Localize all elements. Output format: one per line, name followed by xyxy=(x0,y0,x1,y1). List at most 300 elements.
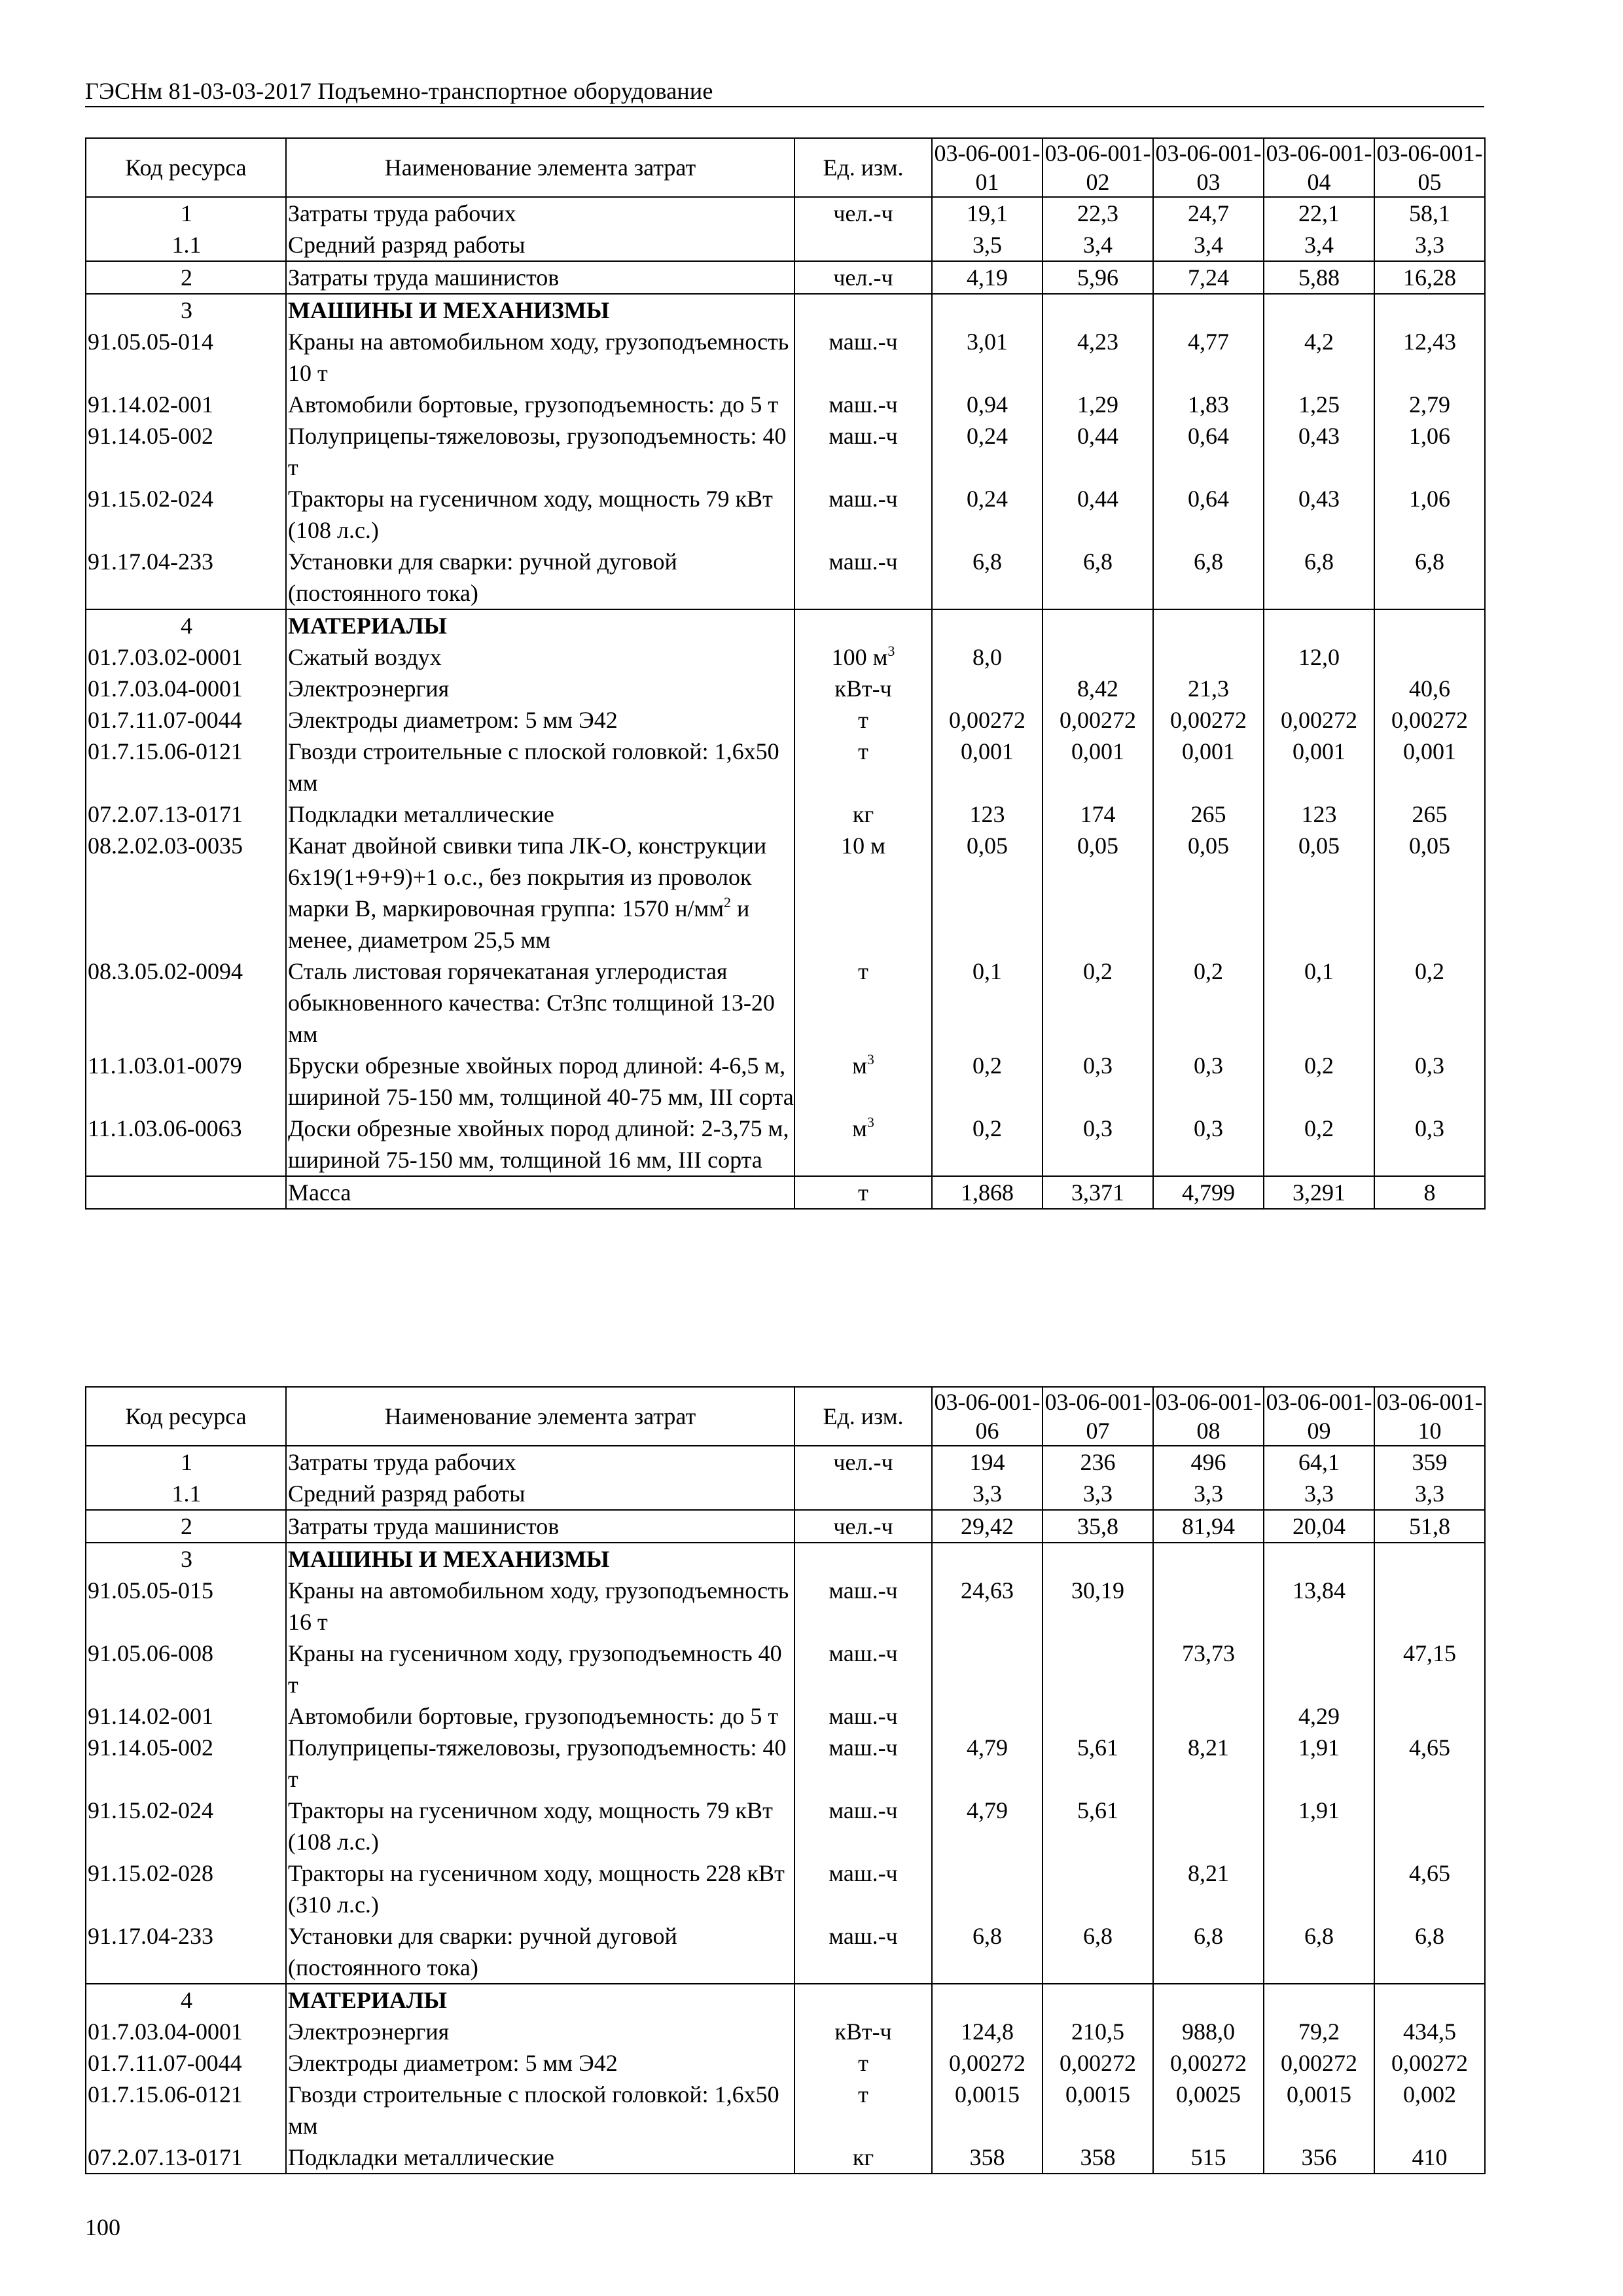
norm-value: 0,0015 xyxy=(1264,2079,1374,2142)
norm-value xyxy=(1264,1857,1374,1920)
norm-value: 6,8 xyxy=(1043,1920,1153,1984)
norm-value xyxy=(1374,294,1485,326)
norm-value: 988,0 xyxy=(1153,2016,1264,2047)
norm-value: 24,63 xyxy=(932,1575,1043,1638)
norm-value: 0,00272 xyxy=(1153,704,1264,736)
resource-code: 2 xyxy=(86,1510,286,1543)
unit-of-measure: $м^3$ xyxy=(794,1050,932,1113)
cost-element-name: Установки для сварки: ручной дуговой (постоянного тока) xyxy=(286,546,794,609)
norm-value xyxy=(1043,641,1153,673)
table-row xyxy=(86,389,1485,420)
table-row xyxy=(86,2079,1485,2142)
resource-code: 91.17.04-233 xyxy=(86,546,286,609)
norm-value: 4,77 xyxy=(1153,326,1264,389)
cost-element-name: Электроэнергия xyxy=(286,673,794,704)
norm-value: 0,00272 xyxy=(1153,2047,1264,2079)
norm-value: 0,001 xyxy=(1264,736,1374,798)
norm-value: 1,868 xyxy=(932,1176,1043,1209)
col-header-code-5: 03-06-001-10 xyxy=(1374,1387,1485,1446)
norm-value xyxy=(932,673,1043,704)
norm-value xyxy=(1043,1638,1153,1700)
table-row xyxy=(86,326,1485,389)
norm-value: 0,1 xyxy=(932,956,1043,1050)
norm-value xyxy=(1153,1575,1264,1638)
resource-code: 11.1.03.01-0079 xyxy=(86,1050,286,1113)
section-title: МАТЕРИАЛЫ xyxy=(286,1984,794,2016)
col-header-unit: Ед. изм. xyxy=(794,1387,932,1446)
norm-value: 0,3 xyxy=(1153,1050,1264,1113)
resource-code: 91.14.02-001 xyxy=(86,1700,286,1732)
unit-of-measure: 100 $м^3$ xyxy=(794,641,932,673)
cost-element-name: Затраты труда рабочих xyxy=(286,1446,794,1478)
norm-value: 21,3 xyxy=(1153,673,1264,704)
norm-value: 8,42 xyxy=(1043,673,1153,704)
norm-value: 0,00272 xyxy=(932,704,1043,736)
unit-of-measure: т xyxy=(794,736,932,798)
norm-value: 29,42 xyxy=(932,1510,1043,1543)
norm-value: 0,0015 xyxy=(1043,2079,1153,2142)
unit-of-measure: кг xyxy=(794,2142,932,2174)
cost-element-name: Затраты труда рабочих xyxy=(286,197,794,229)
norm-value: 0,2 xyxy=(1043,956,1153,1050)
table-header-row xyxy=(86,138,1485,197)
unit-of-measure: маш.-ч xyxy=(794,1732,932,1795)
norm-value xyxy=(1374,1795,1485,1857)
table-row xyxy=(86,1920,1485,1984)
resource-code: 91.05.06-008 xyxy=(86,1638,286,1700)
col-header-code-2: 03-06-001-02 xyxy=(1043,138,1153,197)
norm-value: 6,8 xyxy=(932,1920,1043,1984)
table-row xyxy=(86,261,1485,294)
norm-value: 0,00272 xyxy=(1374,2047,1485,2079)
norm-value: 0,94 xyxy=(932,389,1043,420)
norm-value: 5,88 xyxy=(1264,261,1374,294)
resource-code: 91.14.05-002 xyxy=(86,1732,286,1795)
table-row xyxy=(86,1446,1485,1478)
cost-element-name: Подкладки металлические xyxy=(286,798,794,830)
col-header-name: Наименование элемента затрат xyxy=(286,1387,794,1446)
col-header-code-4: 03-06-001-09 xyxy=(1264,1387,1374,1446)
norm-value: 1,06 xyxy=(1374,483,1485,546)
cost-element-name: Тракторы на гусеничном ходу, мощность 228 кВт (310 л.с.) xyxy=(286,1857,794,1920)
cost-element-name: Затраты труда машинистов xyxy=(286,261,794,294)
table-header-row xyxy=(86,1387,1485,1446)
norm-value: 4,2 xyxy=(1264,326,1374,389)
norm-value: 7,24 xyxy=(1153,261,1264,294)
resource-code: 01.7.03.04-0001 xyxy=(86,2016,286,2047)
norm-value: 3,3 xyxy=(932,1478,1043,1510)
resource-code: 08.3.05.02-0094 xyxy=(86,956,286,1050)
table-row xyxy=(86,1857,1485,1920)
cost-element-name: Тракторы на гусеничном ходу, мощность 79 кВт (108 л.с.) xyxy=(286,1795,794,1857)
norm-value xyxy=(1264,1984,1374,2016)
norm-value: 1,06 xyxy=(1374,420,1485,483)
table-row xyxy=(86,1510,1485,1543)
norm-value: 35,8 xyxy=(1043,1510,1153,1543)
norm-value: 265 xyxy=(1374,798,1485,830)
norm-value: 3,4 xyxy=(1153,229,1264,261)
norm-value: 51,8 xyxy=(1374,1510,1485,1543)
norm-value: 47,15 xyxy=(1374,1638,1485,1700)
cost-element-name: Сталь листовая горячекатаная углеродистая обыкновенного качества: Ст3пс толщиной 13-20 мм xyxy=(286,956,794,1050)
unit-of-measure: т xyxy=(794,2079,932,2142)
unit-of-measure: чел.-ч xyxy=(794,261,932,294)
estimate-table-1 xyxy=(85,137,1486,1210)
unit-of-measure: маш.-ч xyxy=(794,483,932,546)
norm-value xyxy=(932,1638,1043,1700)
unit-of-measure: чел.-ч xyxy=(794,1510,932,1543)
norm-value xyxy=(1043,294,1153,326)
norm-value: 0,05 xyxy=(932,830,1043,956)
resource-code: 01.7.11.07-0044 xyxy=(86,704,286,736)
cost-element-name: Тракторы на гусеничном ходу, мощность 79 кВт (108 л.с.) xyxy=(286,483,794,546)
resource-code: 01.7.03.02-0001 xyxy=(86,641,286,673)
norm-value: 24,7 xyxy=(1153,197,1264,229)
norm-value xyxy=(932,1700,1043,1732)
estimate-table-2 xyxy=(85,1386,1486,2174)
norm-value: 4,29 xyxy=(1264,1700,1374,1732)
table-row xyxy=(86,641,1485,673)
cost-element-name: Масса xyxy=(286,1176,794,1209)
norm-value: 3,3 xyxy=(1153,1478,1264,1510)
norm-value: 3,01 xyxy=(932,326,1043,389)
norm-value: 3,3 xyxy=(1043,1478,1153,1510)
resource-code xyxy=(86,1176,286,1209)
cost-element-name: Канат двойной свивки типа ЛК-О, конструкции 6х19(1+9+9)+1 о.с., без покрытия из проволок марки В, маркировочная группа: 1570 $н/мм^2$ и менее, диаметром 25,5 мм xyxy=(286,830,794,956)
norm-value: 210,5 xyxy=(1043,2016,1153,2047)
norm-value: 5,61 xyxy=(1043,1732,1153,1795)
norm-value: 0,2 xyxy=(1374,956,1485,1050)
table-row xyxy=(86,1795,1485,1857)
norm-value: 359 xyxy=(1374,1446,1485,1478)
norm-value xyxy=(1374,1575,1485,1638)
table-row xyxy=(86,673,1485,704)
page-header: ГЭСНм 81-03-03-2017 Подъемно-транспортное оборудование xyxy=(85,77,1484,107)
resource-code: 91.14.05-002 xyxy=(86,420,286,483)
page-number: 100 xyxy=(85,2214,120,2240)
norm-value: 6,8 xyxy=(1374,1920,1485,1984)
table-row xyxy=(86,197,1485,229)
norm-value xyxy=(1264,294,1374,326)
table-row xyxy=(86,546,1485,609)
norm-value: 236 xyxy=(1043,1446,1153,1478)
norm-value: 0,44 xyxy=(1043,420,1153,483)
norm-value xyxy=(932,294,1043,326)
col-header-code-5: 03-06-001-05 xyxy=(1374,138,1485,197)
col-header-code-4: 03-06-001-04 xyxy=(1264,138,1374,197)
norm-value: 5,61 xyxy=(1043,1795,1153,1857)
norm-value: 1,25 xyxy=(1264,389,1374,420)
table-row xyxy=(86,2047,1485,2079)
norm-value: 6,8 xyxy=(1264,1920,1374,1984)
resource-code: 91.05.05-015 xyxy=(86,1575,286,1638)
norm-value: 3,4 xyxy=(1043,229,1153,261)
norm-value: 0,05 xyxy=(1043,830,1153,956)
resource-code: 08.2.02.03-0035 xyxy=(86,830,286,956)
norm-value: 434,5 xyxy=(1374,2016,1485,2047)
col-header-unit: Ед. изм. xyxy=(794,138,932,197)
norm-value: 0,24 xyxy=(932,420,1043,483)
cost-element-name: Гвозди строительные с плоской головкой: 1,6х50 мм xyxy=(286,2079,794,2142)
norm-value: 6,8 xyxy=(932,546,1043,609)
unit-of-measure: маш.-ч xyxy=(794,1638,932,1700)
norm-value: 0,05 xyxy=(1264,830,1374,956)
norm-value xyxy=(1264,609,1374,641)
cost-element-name: Затраты труда машинистов xyxy=(286,1510,794,1543)
norm-value: 0,64 xyxy=(1153,483,1264,546)
norm-value: 4,65 xyxy=(1374,1732,1485,1795)
norm-value: 0,00272 xyxy=(1043,704,1153,736)
norm-value xyxy=(1043,609,1153,641)
col-header-code-2: 03-06-001-07 xyxy=(1043,1387,1153,1446)
cost-element-name: Полуприцепы-тяжеловозы, грузоподъемность: 40 т xyxy=(286,420,794,483)
norm-value xyxy=(1264,673,1374,704)
norm-value: 4,799 xyxy=(1153,1176,1264,1209)
resource-code: 3 xyxy=(86,294,286,326)
norm-value: 20,04 xyxy=(1264,1510,1374,1543)
table-row xyxy=(86,1113,1485,1176)
unit-of-measure: кВт-ч xyxy=(794,2016,932,2047)
norm-value: 79,2 xyxy=(1264,2016,1374,2047)
norm-value xyxy=(1264,1543,1374,1575)
table-row xyxy=(86,830,1485,956)
norm-value xyxy=(1153,294,1264,326)
table-row xyxy=(86,1176,1485,1209)
norm-value: 0,00272 xyxy=(1374,704,1485,736)
norm-value xyxy=(1153,1795,1264,1857)
norm-value: 3,3 xyxy=(1374,1478,1485,1510)
norm-value: 0,64 xyxy=(1153,420,1264,483)
norm-value xyxy=(932,1857,1043,1920)
norm-value: 0,3 xyxy=(1043,1050,1153,1113)
table-row xyxy=(86,704,1485,736)
unit-of-measure xyxy=(794,1543,932,1575)
unit-of-measure: маш.-ч xyxy=(794,1920,932,1984)
norm-value: 4,23 xyxy=(1043,326,1153,389)
norm-value: 123 xyxy=(932,798,1043,830)
cost-element-name: Автомобили бортовые, грузоподъемность: до 5 т xyxy=(286,389,794,420)
norm-value: 4,79 xyxy=(932,1732,1043,1795)
resource-code: 11.1.03.06-0063 xyxy=(86,1113,286,1176)
norm-value: 0,00272 xyxy=(932,2047,1043,2079)
table-row xyxy=(86,2016,1485,2047)
norm-value: 58,1 xyxy=(1374,197,1485,229)
cost-element-name: Сжатый воздух xyxy=(286,641,794,673)
col-header-code: Код ресурса xyxy=(86,138,286,197)
unit-of-measure xyxy=(794,1478,932,1510)
norm-value xyxy=(1153,1543,1264,1575)
norm-value: 1,83 xyxy=(1153,389,1264,420)
norm-value: 0,00272 xyxy=(1264,704,1374,736)
norm-value: 0,3 xyxy=(1043,1113,1153,1176)
section-title: МАТЕРИАЛЫ xyxy=(286,609,794,641)
norm-value: 0,05 xyxy=(1153,830,1264,956)
norm-value: 123 xyxy=(1264,798,1374,830)
norm-value xyxy=(1374,641,1485,673)
norm-value: 6,8 xyxy=(1264,546,1374,609)
unit-of-measure xyxy=(794,229,932,261)
unit-of-measure: маш.-ч xyxy=(794,1575,932,1638)
norm-value: 0,2 xyxy=(932,1113,1043,1176)
section-title: МАШИНЫ И МЕХАНИЗМЫ xyxy=(286,1543,794,1575)
resource-code: 01.7.15.06-0121 xyxy=(86,736,286,798)
cost-element-name: Автомобили бортовые, грузоподъемность: до 5 т xyxy=(286,1700,794,1732)
norm-value: 3,4 xyxy=(1264,229,1374,261)
norm-value xyxy=(932,1984,1043,2016)
resource-code: 4 xyxy=(86,1984,286,2016)
norm-value: 1,91 xyxy=(1264,1732,1374,1795)
cost-element-name: Средний разряд работы xyxy=(286,229,794,261)
norm-value: 4,19 xyxy=(932,261,1043,294)
resource-code: 91.14.02-001 xyxy=(86,389,286,420)
norm-value: 0,3 xyxy=(1374,1113,1485,1176)
table-row xyxy=(86,798,1485,830)
norm-value: 194 xyxy=(932,1446,1043,1478)
norm-value: 19,1 xyxy=(932,197,1043,229)
unit-of-measure: маш.-ч xyxy=(794,1700,932,1732)
resource-code: 2 xyxy=(86,261,286,294)
norm-value xyxy=(1374,1984,1485,2016)
col-header-code-3: 03-06-001-08 xyxy=(1153,1387,1264,1446)
norm-value: 3,5 xyxy=(932,229,1043,261)
unit-of-measure: кг xyxy=(794,798,932,830)
norm-value: 0,002 xyxy=(1374,2079,1485,2142)
norm-value: 22,3 xyxy=(1043,197,1153,229)
table-row xyxy=(86,1700,1485,1732)
unit-of-measure xyxy=(794,1984,932,2016)
norm-value xyxy=(1153,609,1264,641)
table-row xyxy=(86,229,1485,261)
cost-element-name: Электроэнергия xyxy=(286,2016,794,2047)
norm-value xyxy=(1043,1543,1153,1575)
norm-value: 0,0025 xyxy=(1153,2079,1264,2142)
table-row xyxy=(86,483,1485,546)
norm-value: 0,24 xyxy=(932,483,1043,546)
unit-of-measure: маш.-ч xyxy=(794,389,932,420)
resource-code: 1.1 xyxy=(86,1478,286,1510)
norm-value: 0,001 xyxy=(932,736,1043,798)
norm-value: 0,2 xyxy=(1264,1050,1374,1113)
norm-value: 0,3 xyxy=(1374,1050,1485,1113)
norm-value: 358 xyxy=(932,2142,1043,2174)
table-row xyxy=(86,1732,1485,1795)
unit-of-measure: 10 м xyxy=(794,830,932,956)
section-row xyxy=(86,1984,1485,2016)
norm-value: 5,96 xyxy=(1043,261,1153,294)
cost-element-name: Подкладки металлические xyxy=(286,2142,794,2174)
norm-value xyxy=(1374,1543,1485,1575)
norm-value: 2,79 xyxy=(1374,389,1485,420)
norm-value: 0,00272 xyxy=(1264,2047,1374,2079)
unit-of-measure: т xyxy=(794,1176,932,1209)
norm-value xyxy=(932,1543,1043,1575)
cost-element-name: Полуприцепы-тяжеловозы, грузоподъемность: 40 т xyxy=(286,1732,794,1795)
norm-value: 64,1 xyxy=(1264,1446,1374,1478)
section-row xyxy=(86,294,1485,326)
norm-value: 8,21 xyxy=(1153,1732,1264,1795)
unit-of-measure: т xyxy=(794,704,932,736)
norm-value xyxy=(1043,1857,1153,1920)
norm-value: 6,8 xyxy=(1153,546,1264,609)
cost-element-name: Краны на автомобильном ходу, грузоподъемность 16 т xyxy=(286,1575,794,1638)
norm-value: 3,3 xyxy=(1264,1478,1374,1510)
norm-value: 8 xyxy=(1374,1176,1485,1209)
norm-value xyxy=(1043,1984,1153,2016)
col-header-code-1: 03-06-001-06 xyxy=(932,1387,1043,1446)
norm-value: 3,3 xyxy=(1374,229,1485,261)
resource-code: 01.7.11.07-0044 xyxy=(86,2047,286,2079)
col-header-name: Наименование элемента затрат xyxy=(286,138,794,197)
norm-value: 30,19 xyxy=(1043,1575,1153,1638)
resource-code: 3 xyxy=(86,1543,286,1575)
norm-value: 8,21 xyxy=(1153,1857,1264,1920)
resource-code: 1 xyxy=(86,197,286,229)
norm-value: 265 xyxy=(1153,798,1264,830)
norm-value: 0,001 xyxy=(1153,736,1264,798)
norm-value: 3,371 xyxy=(1043,1176,1153,1209)
table-row xyxy=(86,1050,1485,1113)
cost-element-name: Краны на гусеничном ходу, грузоподъемность 40 т xyxy=(286,1638,794,1700)
resource-code: 1 xyxy=(86,1446,286,1478)
norm-value: 1,29 xyxy=(1043,389,1153,420)
table-row xyxy=(86,736,1485,798)
unit-of-measure: маш.-ч xyxy=(794,1795,932,1857)
norm-value xyxy=(1043,1700,1153,1732)
cost-element-name: Электроды диаметром: 5 мм Э42 xyxy=(286,2047,794,2079)
norm-value: 12,0 xyxy=(1264,641,1374,673)
unit-of-measure: кВт-ч xyxy=(794,673,932,704)
norm-value: 4,79 xyxy=(932,1795,1043,1857)
norm-value: 0,001 xyxy=(1374,736,1485,798)
norm-value: 174 xyxy=(1043,798,1153,830)
unit-of-measure: маш.-ч xyxy=(794,326,932,389)
norm-value: 12,43 xyxy=(1374,326,1485,389)
table-row xyxy=(86,420,1485,483)
unit-of-measure: маш.-ч xyxy=(794,1857,932,1920)
cost-element-name: Гвозди строительные с плоской головкой: 1,6х50 мм xyxy=(286,736,794,798)
norm-value: 0,2 xyxy=(1153,956,1264,1050)
unit-of-measure: чел.-ч xyxy=(794,197,932,229)
norm-value: 6,8 xyxy=(1153,1920,1264,1984)
norm-value: 356 xyxy=(1264,2142,1374,2174)
norm-value: 0,00272 xyxy=(1043,2047,1153,2079)
norm-value xyxy=(1153,641,1264,673)
norm-value: 0,001 xyxy=(1043,736,1153,798)
unit-of-measure: т xyxy=(794,2047,932,2079)
resource-code: 07.2.07.13-0171 xyxy=(86,798,286,830)
col-header-code-1: 03-06-001-01 xyxy=(932,138,1043,197)
unit-of-measure xyxy=(794,609,932,641)
resource-code: 91.17.04-233 xyxy=(86,1920,286,1984)
norm-value: 13,84 xyxy=(1264,1575,1374,1638)
norm-value xyxy=(1264,1638,1374,1700)
norm-value: 515 xyxy=(1153,2142,1264,2174)
section-title: МАШИНЫ И МЕХАНИЗМЫ xyxy=(286,294,794,326)
norm-value: 6,8 xyxy=(1374,546,1485,609)
table-row xyxy=(86,1638,1485,1700)
resource-code: 91.15.02-024 xyxy=(86,483,286,546)
cost-element-name: Бруски обрезные хвойных пород длиной: 4-6,5 м, шириной 75-150 мм, толщиной 40-75 мм, III сорта xyxy=(286,1050,794,1113)
norm-value xyxy=(1374,609,1485,641)
norm-value: 40,6 xyxy=(1374,673,1485,704)
norm-value: 3,291 xyxy=(1264,1176,1374,1209)
norm-value: 1,91 xyxy=(1264,1795,1374,1857)
resource-code: 91.15.02-024 xyxy=(86,1795,286,1857)
cost-element-name: Доски обрезные хвойных пород длиной: 2-3,75 м, шириной 75-150 мм, толщиной 16 мм, III сорта xyxy=(286,1113,794,1176)
norm-value: 0,3 xyxy=(1153,1113,1264,1176)
norm-value xyxy=(1153,1984,1264,2016)
norm-value: 0,05 xyxy=(1374,830,1485,956)
